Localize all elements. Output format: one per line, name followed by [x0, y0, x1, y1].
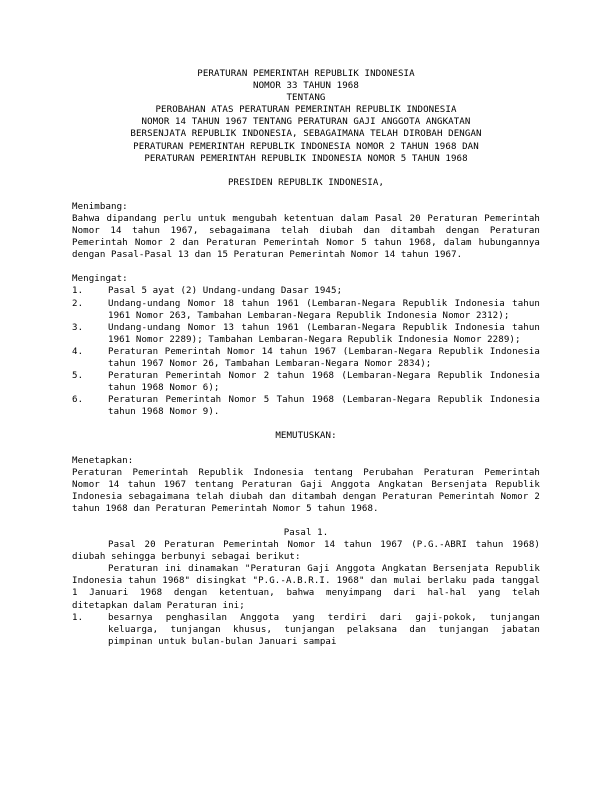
list-item — [72, 394, 540, 418]
menimbang-text: Bahwa dipandang perlu untuk mengubah ketentuan dalam Pasal 20 Peraturan Pemerintah Nomor 14 tahun 1967, sebagaimana telah diubah dan ditambah dengan Peraturan Pemerintah Nomor 2 dan Peraturan Pemerintah Nomor 5 tahun 1968, dalam hubungannya dengan Pasal-Pasal 13 dan 15 Peraturan Pemerintah Nomor 14 tahun 1967. — [72, 213, 540, 261]
mengingat-list — [72, 285, 540, 418]
list-item-text: Peraturan Pemerintah Nomor 14 tahun 1967 (Lembaran-Negara Republik Indonesia tahun 1967 Nomor 26, Tambahan Lembaran-Negara Nomor 2834); — [108, 346, 540, 369]
list-item-number: 1. — [72, 612, 84, 623]
document-title-block — [72, 68, 540, 165]
memutuskan-heading: MEMUTUSKAN: — [275, 431, 337, 442]
document-body — [72, 68, 540, 648]
list-item-text: Peraturan Pemerintah Nomor 2 tahun 1968 (Lembaran-Negara Republik Indonesia tahun 1968 Nomor 6); — [108, 371, 540, 394]
mengingat-label: Mengingat: — [72, 274, 128, 285]
list-item-text: Peraturan Pemerintah Nomor 5 Tahun 1968 (Lembaran-Negara Republik Indonesia tahun 1968 Nomor 9). — [108, 395, 540, 418]
title-line-1: PERATURAN PEMERINTAH REPUBLIK INDONESIA — [197, 69, 415, 79]
title-line-5: NOMOR 14 TAHUN 1967 TENTANG PERATURAN GAJI ANGGOTA ANGKATAN — [141, 117, 471, 128]
menetapkan-label: Menetapkan: — [72, 455, 134, 466]
menetapkan-text: Peraturan Pemerintah Republik Indonesia tentang Perubahan Peraturan Pemerintah Nomor 14 tahun 1967 tentang Peraturan Gaji Anggota Angkatan Bersenjata Republik Indonesia sebagaimana telah diubah dan ditambah dengan Peraturan Pemerintah Nomor 2 tahun 1968 dan Peraturan Pemerintah Nomor 5 tahun 1968. — [72, 467, 540, 514]
list-item — [72, 285, 540, 297]
pasal-1-body: Peraturan ini dinamakan "Peraturan Gaji Anggota Angkatan Bersenjata Republik Indonesia tahun 1968" disingkat "P.G.-A.B.R.I. 1968" dan mulai berlaku pada tanggal 1 Januari 1968 dengan ketentuan, bahwa menyimpang dari hal-hal yang telah ditetapkan dalam Peraturan ini; — [72, 564, 540, 611]
list-item — [72, 298, 540, 322]
pasal-1-intro: Pasal 20 Peraturan Pemerintah Nomor 14 tahun 1967 (P.G.-ABRI tahun 1968) diubah sehingga berbunyi sebagai berikut: — [72, 540, 540, 563]
list-item-number: 3. — [72, 322, 84, 333]
list-item-text: besarnya penghasilan Anggota yang terdiri dari gaji-pokok, tunjangan keluarga, tunjangan khusus, tunjangan pelaksana dan tunjangan jabatan pimpinan untuk bulan-bulan Januari sampai — [108, 612, 540, 647]
title-line-3: TENTANG — [286, 93, 326, 104]
menimbang-label: Menimbang: — [72, 201, 128, 212]
list-item — [72, 370, 540, 394]
list-item — [72, 322, 540, 346]
president-heading: PRESIDEN REPUBLIK INDONESIA, — [227, 177, 385, 188]
list-item — [72, 346, 540, 370]
list-item-number: 6. — [72, 395, 84, 406]
list-item-text: Undang-undang Nomor 13 tahun 1961 (Lembaran-Negara Republik Indonesia tahun 1961 Nomor 2289); Tambahan Lembaran-Negara Republik Indonesia Nomor 2289); — [108, 322, 540, 345]
title-line-7: PERATURAN PEMERINTAH REPUBLIK INDONESIA NOMOR 2 TAHUN 1968 DAN — [133, 141, 479, 152]
list-item — [72, 612, 540, 648]
pasal-1-heading: Pasal 1. — [283, 528, 329, 538]
list-item-number: 4. — [72, 346, 84, 357]
list-item-number: 5. — [72, 371, 84, 382]
title-line-6: BERSENJATA REPUBLIK INDONESIA, SEBAGAIMANA TELAH DIROBAH DENGAN — [130, 129, 482, 140]
title-line-4: PEROBAHAN ATAS PERATURAN PEMERINTAH REPUBLIK INDONESIA — [155, 105, 457, 116]
list-item-number: 1. — [72, 286, 84, 297]
list-item-text: Undang-undang Nomor 18 tahun 1961 (Lembaran-Negara Republik Indonesia tahun 1961 Nomor 263, Tambahan Lembaran-Negara Republik Indonesia Nomor 2312); — [108, 298, 540, 321]
pasal-1-list — [72, 612, 540, 648]
list-item-number: 2. — [72, 298, 84, 309]
title-line-8: PERATURAN PEMERINTAH REPUBLIK INDONESIA NOMOR 5 TAHUN 1968 — [144, 153, 468, 164]
list-item-text: Pasal 5 ayat (2) Undang-undang Dasar 1945; — [108, 286, 343, 297]
title-line-2: NOMOR 33 TAHUN 1968 — [253, 81, 359, 92]
